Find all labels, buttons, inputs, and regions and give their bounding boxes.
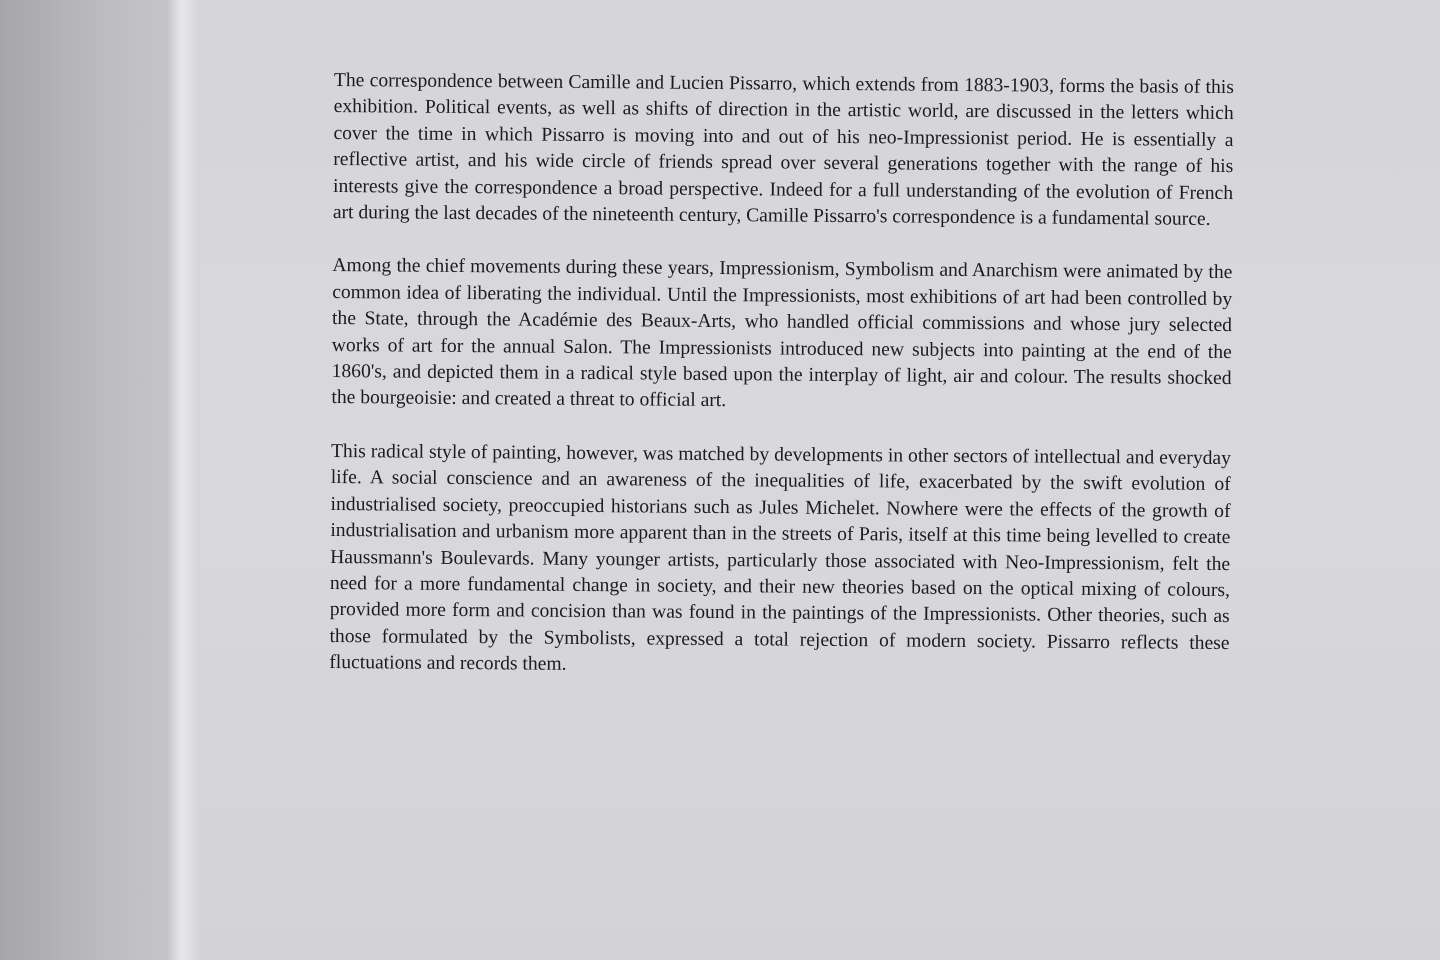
paragraph-3: This radical style of painting, however, was matched by developments in other sectors of intellectual and everyday life. A social conscience and an awareness of the inequalities of life, exacerbated by the swift evolution of industrialised society, preoccupied historians such as Jules Michelet. Nowhere were the effects of the growth of industrialisation and urbanism more apparent than in the streets of Paris, itself at this time being levelled to create Haussmann's Boulevards. Many younger artists, particularly those associated with Neo-Impressionism, felt the need for a more fundamental change in society, and their new theories based on the optical mixing of colours, provided more form and concision than was found in the paintings of the Impressionists. Other theories, such as those formulated by the Symbolists, expressed a total rejection of modern society. Pissarro reflects these fluctuations and records them. [329,440,1232,675]
left-page-edge [0,0,178,960]
paragraph-1: The correspondence between Camille and Lucien Pissarro, which extends from 1883-1903, forms the basis of this exhibition. Political events, as well as shifts of direction in the artistic world, are discussed in the letters which cover the time in which Pissarro is moving into and out of his neo-Impressionist period. He is essentially a reflective artist, and his wide circle of friends spread over several generations together with the range of his interests give the correspondence a broad perspective. Indeed for a full understanding of the evolution of French art during the last decades of the nineteenth century, Camille Pissarro's correspondence is a fundamental source. [332,69,1234,230]
paragraph-2: Among the chief movements during these years, Impressionism, Symbolism and Anarchism were animated by the common idea of liberating the individual. Until the Impressionists, most exhibitions of art had been controlled by the State, through the Académie des Beaux-Arts, who handled official commissions and whose jury selected works of art for the annual Salon. The Impressionists introduced new subjects into painting at the end of the 1860's, and depicted them in a radical style based upon the interplay of light, air and colour. The results shocked the bourgeoisie: and created a threat to official art. [331,255,1233,412]
book-gutter [168,0,202,960]
body-text [329,68,1234,711]
